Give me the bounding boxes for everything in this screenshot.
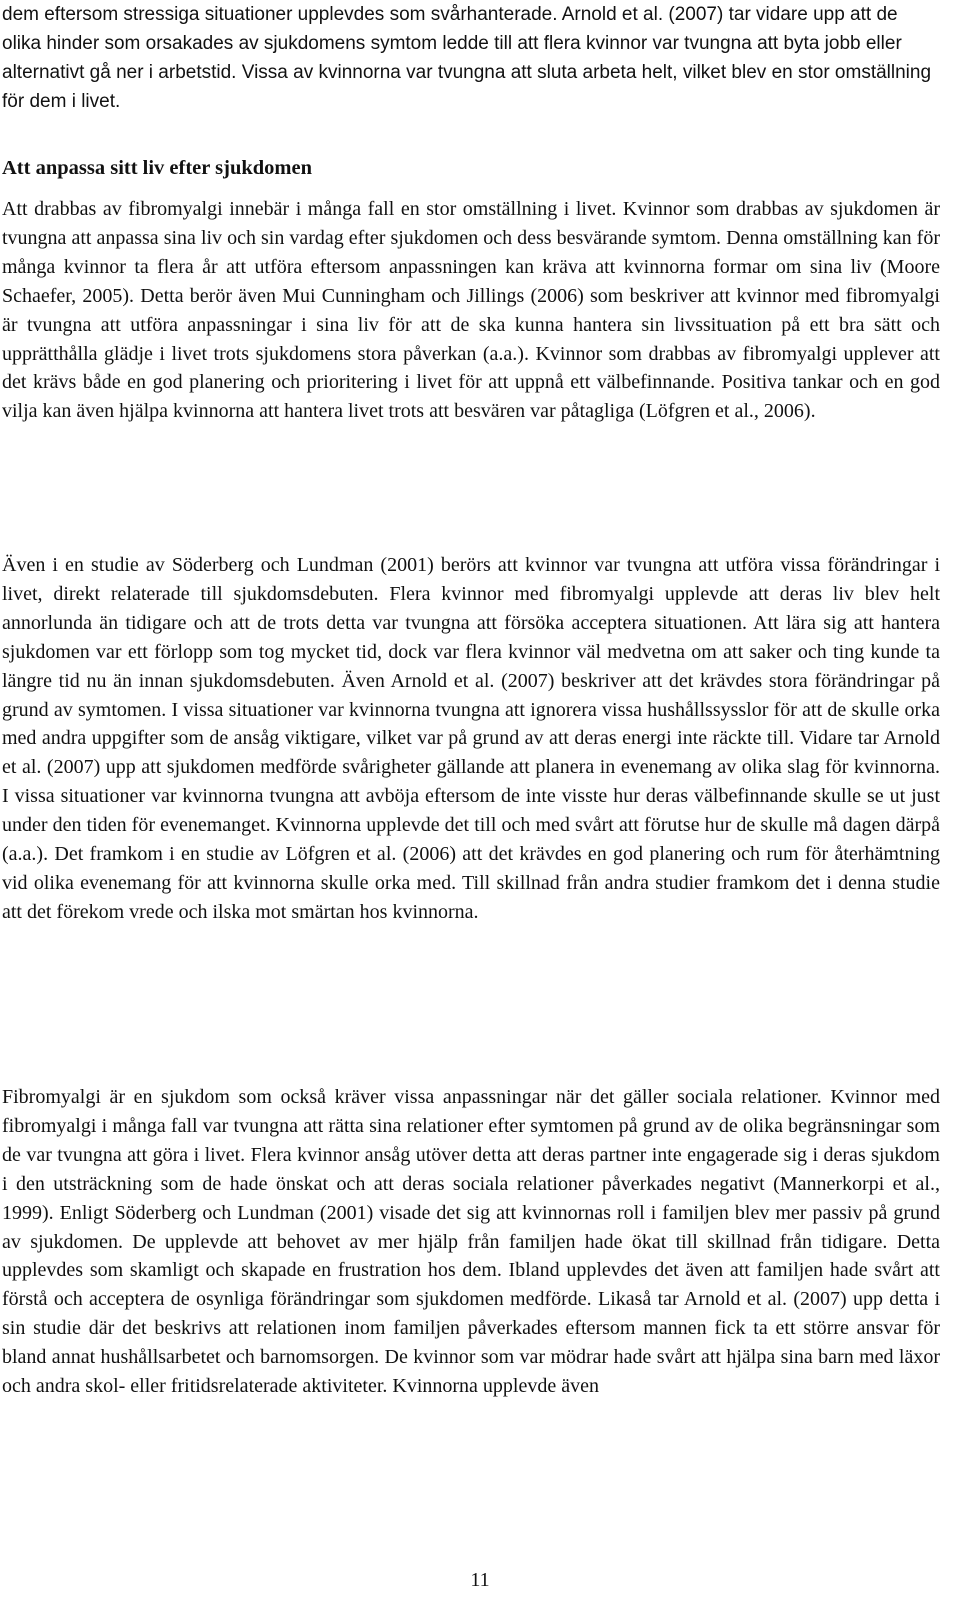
intro-paragraph: dem eftersom stressiga situationer upplevdes som svårhanterade. Arnold et al. (2007) tar vidare upp att de olika hinder som orsakades av sjukdomens symtom ledde till att flera kvinnor var tvungna att byta jobb eller alternativt gå ner i arbetstid. Vissa av kvinnorna var tvungna att sluta arbeta helt, vilket blev en stor omställning för dem i livet.: [2, 4, 932, 112]
section-heading: Att anpassa sitt liv efter sjukdomen: [2, 157, 312, 179]
body-paragraph-3: Fibromyalgi är en sjukdom som också kräver vissa anpassningar när det gäller sociala relationer. Kvinnor med fibromyalgi i många fall var tvungna att rätta sina relationer efter symtomen på grund av de olika begränsningar som de var tvungna att göra i livet. Flera kvinnor ansåg utöver detta att deras partner inte engagerade sig i deras sjukdom i den utsträckning som de hade önskat och att deras sociala relationer påverkades negativt (Mannerkorpi et al., 1999). Enligt Söderberg och Lundman (2001) visade det sig att kvinnornas roll i familjen blev mer passiv på grund av sjukdomen. De upplevde att behovet av mer hjälp från familjen hade ökat till skillnad från tidigare. Detta upplevdes som skamligt och skapade en frustration hos dem. Ibland upplevdes det även att familjen hade svårt att förstå och acceptera de osynliga förändringar som sjukdomen medförde. Likaså tar Arnold et al. (2007) upp detta i sin studie där det beskrivs att relationen inom familjen påverkades eftersom mannen fick ta ett större ansvar för bland annat hushållsarbetet och barnomsorgen. De kvinnor som var mödrar hade svårt att hjälpa sina barn med läxor och andra skol- eller fritidsrelaterade aktiviteter. Kvinnorna upplevde även: [2, 1086, 940, 1398]
body-paragraph-1: Att drabbas av fibromyalgi innebär i många fall en stor omställning i livet. Kvinnor som drabbas av sjukdomen är tvungna att anpassa sina liv och sin vardag efter sjukdomen och dess besvärande symtom. Denna omställning kan för många kvinnor ta flera år att utföra eftersom anpassningen kan kräva att kvinnorna formar om sina liv (Moore Schaefer, 2005). Detta berör även Mui Cunningham och Jillings (2006) som beskriver att kvinnor med fibromyalgi är tvungna att utföra anpassningar i sina liv för att de ska kunna hantera sin livssituation på ett bra sätt och upprätthålla glädje i livet trots sjukdomens stora påverkan (a.a.). Kvinnor som drabbas av fibromyalgi upplever att det krävs både en god planering och prioritering i livet för att uppnå ett välbefinnande. Positiva tankar och en god vilja kan även hjälpa kvinnorna att hantera livet trots att besvären var påtagliga (Löfgren et al., 2006).: [2, 198, 940, 423]
page-number: 11: [470, 1569, 490, 1591]
body-paragraph-2: Även i en studie av Söderberg och Lundman (2001) berörs att kvinnor var tvungna att utföra vissa förändringar i livet, direkt relaterade till sjukdomsdebuten. Flera kvinnor med fibromyalgi upplevde att deras liv blev helt annorlunda än tidigare och att de trots detta var tvungna att försöka acceptera situationen. Att lära sig att hantera sjukdomen var ett förlopp som tog mycket tid, dock var flera kvinnor väl medvetna om att saker och ting kunde ta längre tid nu än innan sjukdomsdebuten. Även Arnold et al. (2007) beskriver att det krävdes stora förändringar på grund av symtomen. I vissa situationer var kvinnorna tvungna att ignorera vissa hushållssysslor för att de skulle orka med andra uppgifter som de ansåg viktigare, vilket var på grund av att deras energi inte räckte till. Vidare tar Arnold et al. (2007) upp att sjukdomen medförde svårigheter gällande att planera in evenemang av olika slag för kvinnorna. I vissa situationer var kvinnorna tvungna att avböja eftersom de inte visste hur deras välbefinnande skulle se ut just under den tiden för evenemanget. Kvinnorna upplevde det till och med svårt att förutse hur de skulle må dagen därpå (a.a.). Det framkom i en studie av Löfgren et al. (2006) att det krävdes en god planering och rum för återhämtning vid olika evenemang för att kvinnorna skulle orka med. Till skillnad från andra studier framkom det i denna studie att det förekom vrede och ilska mot smärtan hos kvinnorna.: [2, 554, 940, 923]
